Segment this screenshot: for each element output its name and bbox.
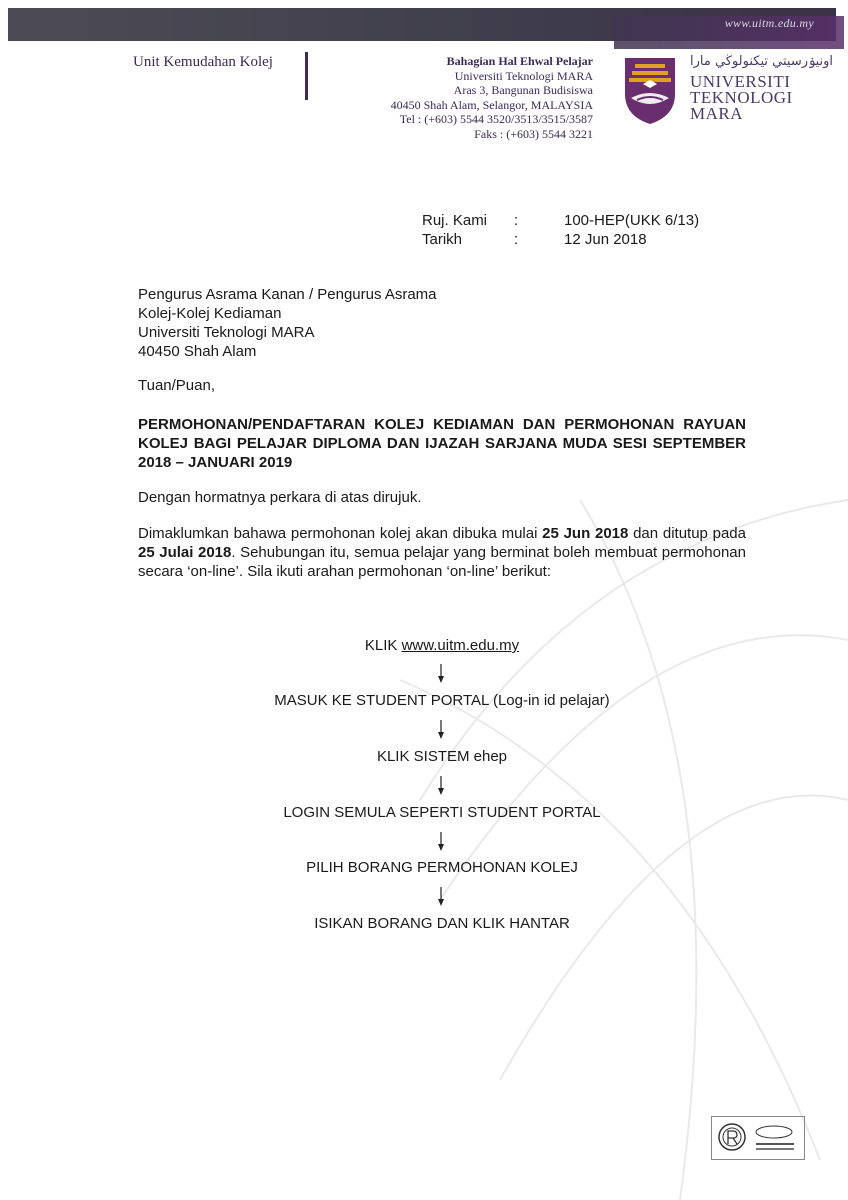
department-address <box>391 54 593 141</box>
step-4: LOGIN SEMULA SEPERTI STUDENT PORTAL <box>283 804 601 821</box>
header-band <box>8 8 836 41</box>
reference-label: Ruj. Kami <box>422 212 488 229</box>
university-name-line: UNIVERSITI <box>690 72 791 91</box>
arrow-down-icon <box>436 664 446 684</box>
open-date: 25 Jun 2018 <box>542 525 629 542</box>
uitm-crest-logo <box>621 54 679 126</box>
reference-separator: : <box>514 212 519 229</box>
reference-value: 100-HEP(UKK 6/13) <box>564 212 700 229</box>
paragraph-text: . Sehubungan itu, semua pelajar yang berminat boleh membuat permohonan secara ‘on-line’. Sila ikuti arahan permohonan ‘on-line’ berikut: <box>138 544 746 580</box>
date-value: 12 Jun 2018 <box>564 231 647 248</box>
recipient-line: Kolej-Kolej Kediaman <box>138 305 282 322</box>
salutation: Tuan/Puan, <box>138 377 215 394</box>
department-name: Bahagian Hal Ehwal Pelajar <box>446 54 593 68</box>
unit-divider <box>305 52 308 100</box>
recipient-line: Pengurus Asrama Kanan / Pengurus Asrama <box>138 286 437 303</box>
date-label: Tarikh <box>422 231 463 248</box>
reference-block <box>422 211 699 249</box>
reference-row <box>422 211 699 230</box>
paragraph-text: Dimaklumkan bahawa permohonan kolej akan dibuka mulai <box>138 525 543 542</box>
university-name-line: TEKNOLOGI <box>690 88 793 107</box>
university-name-jawi: اونيۏرسيتي تيكنولوڬي مارا <box>690 54 834 69</box>
arrow-down-icon <box>436 887 446 907</box>
unit-name: Unit Kemudahan Kolej <box>133 54 273 70</box>
arrow-down-icon <box>436 720 446 740</box>
university-name <box>690 74 793 122</box>
recipient-line: Universiti Teknologi MARA <box>138 324 315 341</box>
step-6: ISIKAN BORANG DAN KLIK HANTAR <box>314 915 570 932</box>
recipient-address <box>138 285 437 361</box>
letter-subject: PERMOHONAN/PENDAFTARAN KOLEJ KEDIAMAN DAN PERMOHONAN RAYUAN KOLEJ BAGI PELAJAR DIPLOMA DAN IJAZAH SARJANA MUDA SESI SEPTEMBER 2018 – JANUARI 2019 <box>138 416 746 471</box>
step-1-text: KLIK <box>364 637 402 654</box>
address-line: 40450 Shah Alam, Selangor, MALAYSIA <box>390 97 593 112</box>
date-separator: : <box>514 231 519 248</box>
certification-marks-logo <box>711 1116 805 1160</box>
step-2: MASUK KE STUDENT PORTAL (Log-in id pelajar) <box>274 692 610 709</box>
opening-paragraph: Dengan hormatnya perkara di atas dirujuk. <box>138 489 422 506</box>
close-date: 25 Julai 2018 <box>138 544 232 561</box>
step-1 <box>138 636 746 655</box>
fax-line: Faks : (+603) 5544 3221 <box>474 126 593 141</box>
announcement-paragraph <box>138 524 746 581</box>
step-5: PILIH BORANG PERMOHONAN KOLEJ <box>306 859 578 876</box>
background-swirl-watermark <box>380 380 848 1200</box>
uitm-website-link[interactable]: www.uitm.edu.my <box>401 637 520 654</box>
address-line: Aras 3, Bangunan Budisiswa <box>453 83 593 97</box>
header-url[interactable]: www.uitm.edu.my <box>724 16 814 30</box>
date-row <box>422 230 699 249</box>
arrow-down-icon <box>436 776 446 796</box>
phone-line: Tel : (+603) 5544 3520/3513/3515/3587 <box>399 112 593 126</box>
arrow-down-icon <box>436 832 446 852</box>
paragraph-text: dan ditutup pada <box>628 525 746 542</box>
address-line: Universiti Teknologi MARA <box>454 68 593 83</box>
step-3: KLIK SISTEM ehep <box>376 748 508 765</box>
recipient-line: 40450 Shah Alam <box>138 343 257 360</box>
university-name-line: MARA <box>690 104 744 123</box>
